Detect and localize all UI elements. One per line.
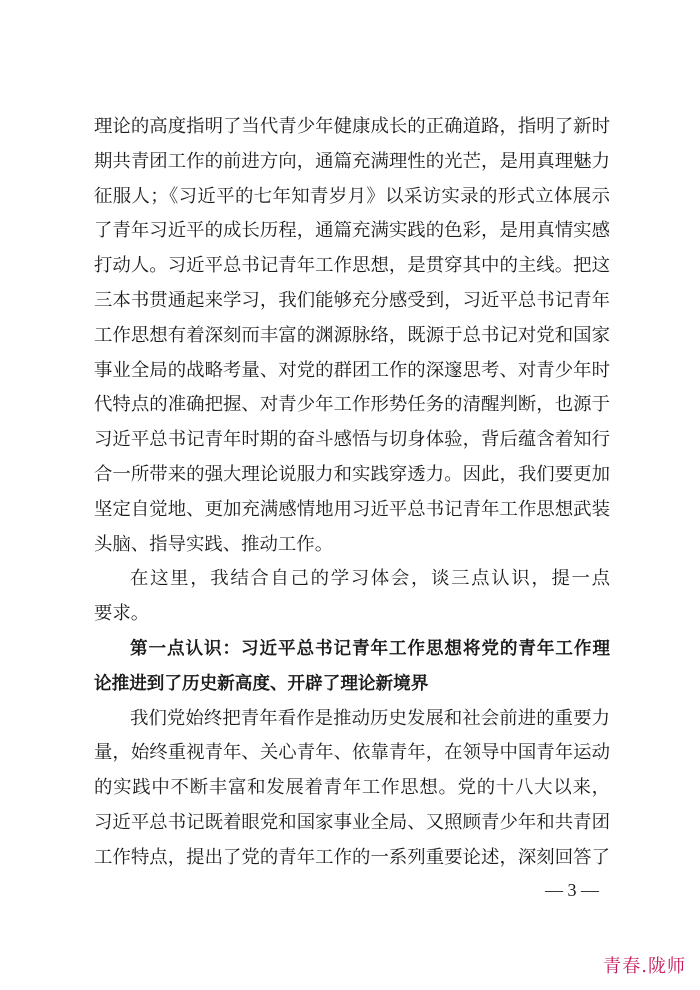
text-line: 三本书贯通起来学习，我们能够充分感受到，习近平总书记青年: [94, 289, 610, 311]
text-line: 了青年习近平的成长历程，通篇充满实践的色彩，是用真情实感: [94, 220, 610, 242]
section-heading: 第一点认识：习近平总书记青年工作思想将党的青年工作理: [130, 638, 610, 659]
page-number: — 3 —: [545, 880, 599, 900]
paragraph-first-line: 在这里，我结合自己的学习体会，谈三点认识，提一点: [130, 568, 610, 590]
text-line: 工作特点，提出了党的青年工作的一系列重要论述，深刻回答了: [94, 846, 610, 868]
text-line: 事业全局的战略考量、对党的群团工作的深邃思考、对青少年时: [94, 359, 610, 381]
text-line: 征服人；《习近平的七年知青岁月》以采访实录的形式立体展示: [94, 185, 610, 207]
text-line: 的实践中不断丰富和发展着青年工作思想。党的十八大以来，: [94, 777, 610, 799]
text-line: 合一所带来的强大理论说服力和实践穿透力。因此，我们要更加: [94, 463, 610, 485]
text-line: 代特点的准确把握、对青少年工作形势任务的清醒判断，也源于: [94, 394, 610, 416]
text-line: 要求。: [94, 603, 150, 625]
text-line: 打动人。习近平总书记青年工作思想，是贯穿其中的主线。把这: [94, 255, 610, 277]
paragraph-first-line: 我们党始终把青年看作是推动历史发展和社会前进的重要力: [130, 707, 610, 729]
text-line: 坚定自觉地、更加充满感情地用习近平总书记青年工作思想武装: [94, 498, 610, 520]
watermark: 青春.陇师: [603, 956, 686, 977]
body-text: [94, 110, 610, 876]
text-line: 量，始终重视青年、关心青年、依靠青年，在领导中国青年运动: [94, 742, 610, 764]
text-line: 工作思想有着深刻而丰富的渊源脉络，既源于总书记对党和国家: [94, 324, 610, 346]
text-line: 习近平总书记既着眼党和国家事业全局、又照顾青少年和共青团: [94, 811, 610, 833]
text-line: 期共青团工作的前进方向，通篇充满理性的光芒，是用真理魅力: [94, 150, 610, 172]
section-heading: 论推进到了历史新高度、开辟了理论新境界: [94, 673, 429, 694]
text-line: 头脑、指导实践、推动工作。: [94, 533, 334, 555]
text-line: 理论的高度指明了当代青少年健康成长的正确道路，指明了新时: [94, 116, 610, 137]
text-line: 习近平总书记青年时期的奋斗感悟与切身体验，背后蕴含着知行: [94, 429, 610, 451]
